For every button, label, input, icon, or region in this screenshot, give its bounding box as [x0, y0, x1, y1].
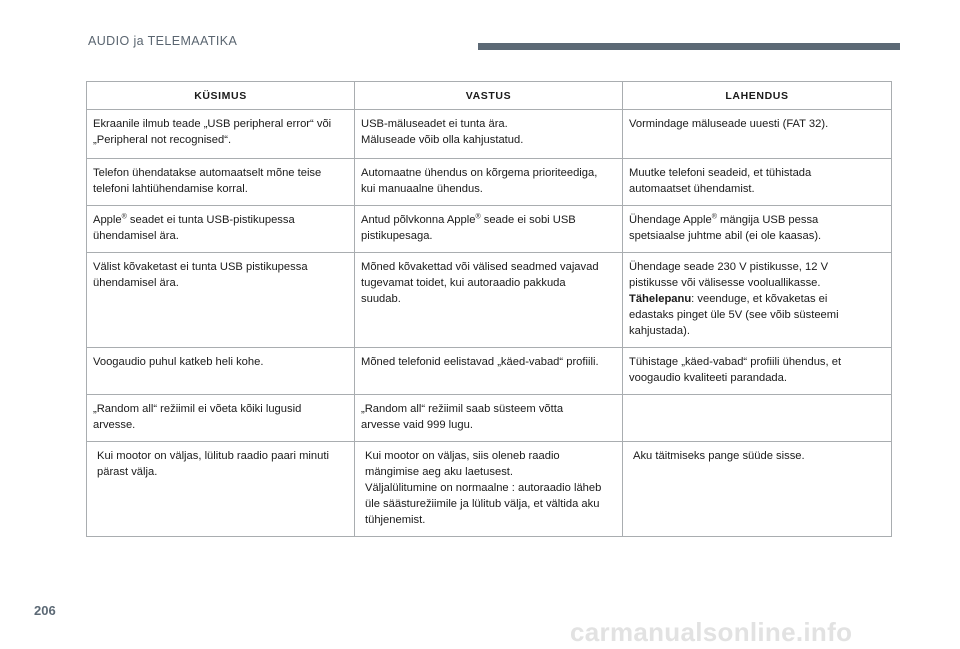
question-cell: Ekraanile ilmub teade „USB peripheral error“ või „Peripheral not recognised“.: [87, 110, 355, 159]
table-row: [87, 442, 892, 537]
question-cell: Välist kõvaketast ei tunta USB pistikupessa ühendamisel ära.: [87, 253, 355, 348]
column-header-solution: LAHENDUS: [623, 82, 892, 110]
answer-cell: USB-mäluseadet ei tunta ära. Mäluseade võib olla kahjustatud.: [355, 110, 623, 159]
solution-cell: Ühendage Apple® mängija USB pessa spetsiaalse juhtme abil (ei ole kaasas).: [623, 206, 892, 253]
table-row: [87, 348, 892, 395]
answer-cell: Automaatne ühendus on kõrgema prioriteediga, kui manuaalne ühendus.: [355, 159, 623, 206]
troubleshooting-table: [86, 81, 892, 537]
answer-cell: Antud põlvkonna Apple® seade ei sobi USB pistikupesaga.: [355, 206, 623, 253]
answer-cell: Mõned kõvakettad või välised seadmed vajavad tugevamat toidet, kui autoraadio pakkuda suudab.: [355, 253, 623, 348]
page-number: 206: [34, 603, 56, 618]
solution-cell: Muutke telefoni seadeid, et tühistada automaatset ühendamist.: [623, 159, 892, 206]
note-label: Tähelepanu: [629, 293, 692, 305]
solution-cell: [623, 395, 892, 442]
solution-cell: Ühendage seade 230 V pistikusse, 12 V pistikusse või välisesse vooluallikasse. Tähelepanu: veenduge, et kõvaketas ei edastaks pinget üle 5V (see võib süsteemi kahjustada).: [623, 253, 892, 348]
question-cell: Kui mootor on väljas, lülitub raadio paari minuti pärast välja.: [87, 442, 355, 537]
question-cell: Apple® seadet ei tunta USB-pistikupessa ühendamisel ära.: [87, 206, 355, 253]
question-cell: Voogaudio puhul katkeb heli kohe.: [87, 348, 355, 395]
registered-mark: ®: [475, 213, 481, 221]
solution-cell: Aku täitmiseks pange süüde sisse.: [623, 442, 892, 537]
column-header-question: KÜSIMUS: [87, 82, 355, 110]
registered-mark: ®: [711, 213, 717, 221]
question-cell: Telefon ühendatakse automaatselt mõne teise telefoni lahtiühendamise korral.: [87, 159, 355, 206]
column-header-answer: VASTUS: [355, 82, 623, 110]
watermark: carmanualsonline.info: [570, 617, 853, 647]
registered-mark: ®: [121, 213, 127, 221]
answer-cell: „Random all“ režiimil saab süsteem võtta arvesse vaid 999 lugu.: [355, 395, 623, 442]
table-row: [87, 253, 892, 348]
solution-cell: Vormindage mäluseade uuesti (FAT 32).: [623, 110, 892, 159]
table-row: [87, 159, 892, 206]
table-row: [87, 395, 892, 442]
table-row: [87, 110, 892, 159]
table-row: [87, 206, 892, 253]
section-title: AUDIO ja TELEMAATIKA: [88, 34, 238, 48]
question-cell: „Random all“ režiimil ei võeta kõiki lugusid arvesse.: [87, 395, 355, 442]
table-header-row: [87, 82, 892, 110]
answer-cell: Kui mootor on väljas, siis oleneb raadio mängimise aeg aku laetusest. Väljalülitumine on normaalne : autoraadio läheb üle säästurežiimile ja lülitub välja, et vältida aku tühjenemist.: [355, 442, 623, 537]
solution-cell: Tühistage „käed-vabad“ profiili ühendus, et voogaudio kvaliteeti parandada.: [623, 348, 892, 395]
header-divider-bar: [478, 43, 900, 50]
answer-cell: Mõned telefonid eelistavad „käed-vabad“ profiili.: [355, 348, 623, 395]
